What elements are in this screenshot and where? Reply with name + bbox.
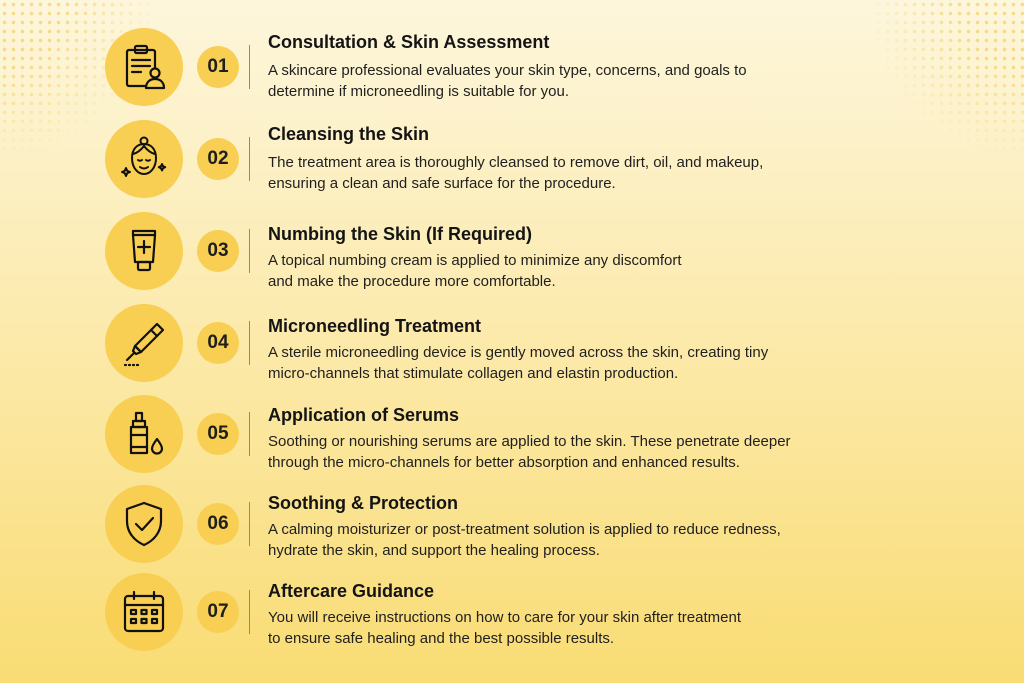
description-line: to ensure safe healing and the best possible results.: [268, 630, 615, 647]
step-description: [268, 431, 868, 473]
description-line: A calming moisturizer or post-treatment solution is applied to reduce redness,: [268, 521, 781, 538]
description-line: A sterile microneedling device is gently moved across the skin, creating tiny: [268, 344, 769, 361]
divider: [249, 590, 250, 634]
serum-dropper-icon: [105, 395, 183, 473]
divider: [249, 45, 250, 89]
description-line: hydrate the skin, and support the healing process.: [268, 542, 600, 559]
step-title: Soothing & Protection: [268, 493, 458, 513]
step-title: Microneedling Treatment: [268, 316, 482, 336]
step-title: Consultation & Skin Assessment: [268, 32, 550, 52]
step-description: [268, 607, 868, 649]
divider: [249, 229, 250, 273]
description-line: Soothing or nourishing serums are applied to the skin. These penetrate deeper: [268, 433, 791, 450]
divider: [249, 321, 250, 365]
divider: [249, 502, 250, 546]
step-description: [268, 152, 868, 194]
description-line: A topical numbing cream is applied to minimize any discomfort: [268, 252, 682, 269]
step-description: [268, 60, 868, 102]
step-number: 03: [197, 230, 239, 272]
description-line: through the micro-channels for better absorption and enhanced results.: [268, 454, 740, 471]
description-line: A skincare professional evaluates your skin type, concerns, and goals to: [268, 62, 747, 79]
step-2: [0, 114, 1024, 204]
divider: [249, 412, 250, 456]
step-number: 02: [197, 138, 239, 180]
description-line: micro-channels that stimulate collagen and elastin production.: [268, 365, 679, 382]
step-3: [0, 206, 1024, 296]
shield-check-icon: [105, 485, 183, 563]
description-line: The treatment area is thoroughly cleansed to remove dirt, oil, and makeup,: [268, 154, 764, 171]
step-6: [0, 479, 1024, 569]
step-title: Application of Serums: [268, 405, 460, 425]
face-sparkle-icon: [105, 120, 183, 198]
step-number: 04: [197, 322, 239, 364]
step-number: 05: [197, 413, 239, 455]
description-line: determine if microneedling is suitable for you.: [268, 83, 569, 100]
divider: [249, 137, 250, 181]
microneedling-pen-icon: [105, 304, 183, 382]
step-description: [268, 342, 868, 384]
step-title: Cleansing the Skin: [268, 124, 430, 144]
step-title: Numbing the Skin (If Required): [268, 224, 532, 244]
step-description: [268, 250, 868, 292]
step-7: [0, 569, 1024, 659]
cream-tube-icon: [105, 212, 183, 290]
step-1: [0, 22, 1024, 112]
calendar-icon: [105, 573, 183, 651]
description-line: ensuring a clean and safe surface for the procedure.: [268, 175, 616, 192]
step-number: 06: [197, 503, 239, 545]
clipboard-user-icon: [105, 28, 183, 106]
step-number: 01: [197, 46, 239, 88]
description-line: You will receive instructions on how to care for your skin after treatment: [268, 609, 741, 626]
description-line: and make the procedure more comfortable.: [268, 273, 556, 290]
step-description: [268, 519, 868, 561]
step-title: Aftercare Guidance: [268, 581, 435, 601]
step-5: [0, 389, 1024, 479]
step-4: [0, 298, 1024, 388]
step-number: 07: [197, 591, 239, 633]
